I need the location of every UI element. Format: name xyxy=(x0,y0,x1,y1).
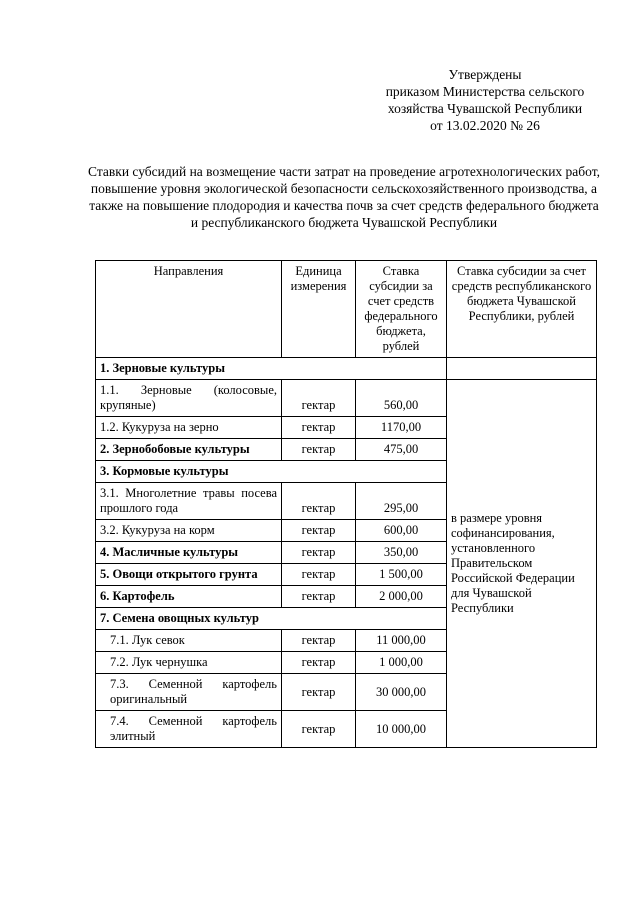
header-republic-rate: Ставка субсидии за счет средств республиканского бюджета Чувашской Республики, рублей xyxy=(447,261,597,358)
row-republic-empty xyxy=(447,358,597,380)
document-title: Ставки субсидий на возмещение части затрат на проведение агротехнологических работ, повышение уровня экологической безопасности сельскохозяйственного производства, а также на повышение плодородия и качества почв за счет средств федерального бюджета и республиканского бюджета Чувашской Республики xyxy=(88,164,600,230)
row-federal-rate: 1 000,00 xyxy=(356,652,447,674)
row-federal-rate: 295,00 xyxy=(356,483,447,520)
row-federal-rate: 560,00 xyxy=(356,380,447,417)
row-name: 5. Овощи открытого грунта xyxy=(96,564,282,586)
row-unit: гектар xyxy=(282,586,356,608)
row-unit: гектар xyxy=(282,520,356,542)
row-unit: гектар xyxy=(282,417,356,439)
row-federal-rate: 350,00 xyxy=(356,542,447,564)
table-header-row xyxy=(96,261,597,358)
row-federal-rate: 30 000,00 xyxy=(356,674,447,711)
row-unit: гектар xyxy=(282,483,356,520)
table-row xyxy=(96,380,597,417)
row-unit: гектар xyxy=(282,439,356,461)
row-name: 7.1. Лук севок xyxy=(96,630,282,652)
row-unit: гектар xyxy=(282,674,356,711)
row-unit: гектар xyxy=(282,380,356,417)
row-unit: гектар xyxy=(282,711,356,748)
header-direction: Направления xyxy=(96,261,282,358)
row-name: 7.2. Лук чернушка xyxy=(96,652,282,674)
row-name: 3.1. Многолетние травы посева прошлого года xyxy=(96,483,282,520)
row-name: 1. Зерновые культуры xyxy=(96,358,447,380)
row-name: 7. Семена овощных культур xyxy=(96,608,447,630)
row-name: 1.2. Кукуруза на зерно xyxy=(96,417,282,439)
table-row xyxy=(96,358,597,380)
row-name: 7.4. Семенной картофель элитный xyxy=(96,711,282,748)
row-federal-rate: 11 000,00 xyxy=(356,630,447,652)
row-unit: гектар xyxy=(282,652,356,674)
row-federal-rate: 10 000,00 xyxy=(356,711,447,748)
row-name: 4. Масличные культуры xyxy=(96,542,282,564)
approval-date-line: от 13.02.2020 № 26 xyxy=(430,118,540,133)
header-federal-rate: Ставка субсидии за счет средств федерального бюджета, рублей xyxy=(356,261,447,358)
row-name: 1.1. Зерновые (колосовые, крупяные) xyxy=(96,380,282,417)
row-federal-rate: 2 000,00 xyxy=(356,586,447,608)
row-federal-rate: 600,00 xyxy=(356,520,447,542)
row-unit: гектар xyxy=(282,630,356,652)
row-federal-rate: 475,00 xyxy=(356,439,447,461)
approval-line: приказом Министерства сельского xyxy=(385,84,585,99)
row-unit: гектар xyxy=(282,564,356,586)
row-federal-rate: 1170,00 xyxy=(356,417,447,439)
row-federal-rate: 1 500,00 xyxy=(356,564,447,586)
approval-block xyxy=(380,66,590,134)
row-unit: гектар xyxy=(282,542,356,564)
approval-line: Утверждены xyxy=(448,67,522,82)
row-name: 2. Зернобобовые культуры xyxy=(96,439,282,461)
row-name: 6. Картофель xyxy=(96,586,282,608)
subsidy-rates-table xyxy=(95,260,597,748)
row-name: 7.3. Семенной картофель оригинальный xyxy=(96,674,282,711)
row-name: 3.2. Кукуруза на корм xyxy=(96,520,282,542)
approval-line: хозяйства Чувашской Республики xyxy=(387,101,583,116)
header-unit: Единица измерения xyxy=(282,261,356,358)
republic-rate-note: в размере уровня софинансирования, установленного Правительском Российской Федерации для Чувашской Республики xyxy=(447,380,597,748)
row-name: 3. Кормовые культуры xyxy=(96,461,447,483)
